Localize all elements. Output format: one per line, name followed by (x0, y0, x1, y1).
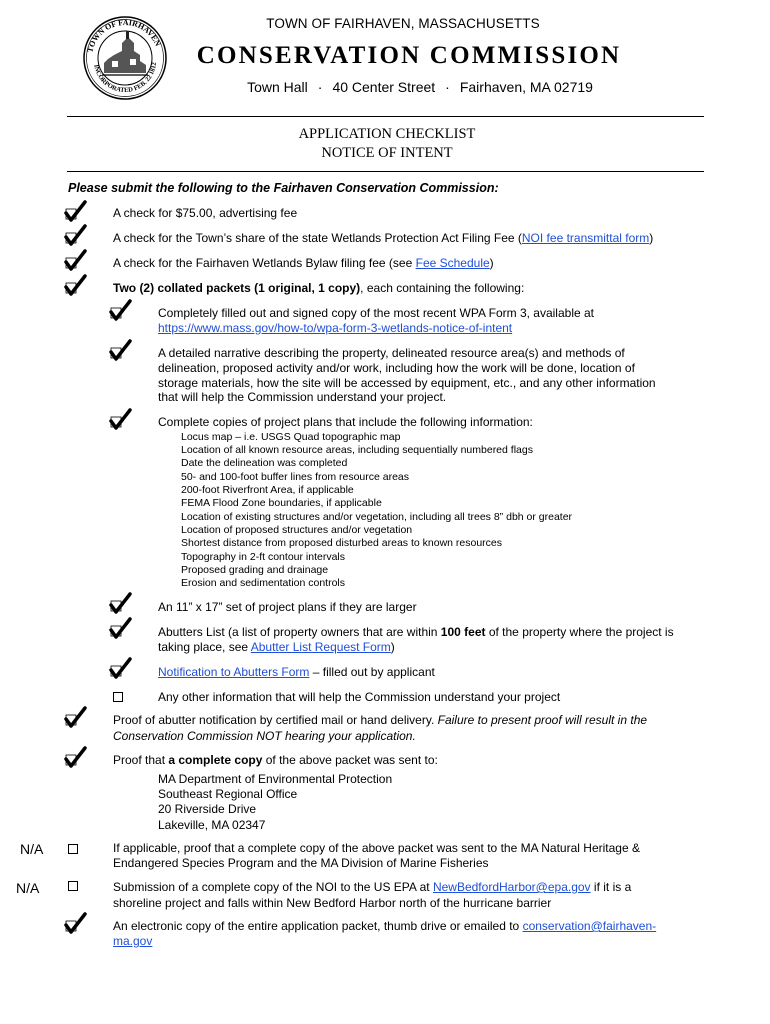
item-text: of the property where the project is (485, 625, 674, 639)
item-notification-form (158, 665, 435, 680)
item-text: if it is a (590, 880, 632, 894)
checkmark-icon (62, 912, 88, 936)
item-text: , each containing the following: (360, 281, 525, 295)
checkmark-icon (107, 617, 133, 641)
town-heading: TOWN OF FAIRHAVEN, MASSACHUSETTS (266, 16, 540, 31)
narrative-line: A detailed narrative describing the property, delineated resource area(s) and methods of (158, 346, 625, 360)
checkmark-icon (107, 408, 133, 432)
list-item: Proposed grading and drainage (181, 564, 329, 576)
item-text: of the above packet was sent to: (262, 753, 438, 767)
narrative-line: delineation, proposed activity and/or work, including how the work will be done, location of (158, 361, 635, 375)
na-label: N/A (20, 841, 44, 857)
notification-to-abutters-link[interactable]: Notification to Abutters Form (158, 665, 310, 679)
item-text: Abutters List (a list of property owners that are within (158, 625, 441, 639)
item-text: Proof that (113, 753, 169, 767)
item-nhesp-line2: Endangered Species Program and the MA Division of Marine Fisheries (113, 856, 489, 870)
item-abutters-list (158, 625, 674, 640)
checkmark-icon (107, 299, 133, 323)
header-divider (67, 116, 704, 117)
item-advertising-fee: A check for $75.00, advertising fee (113, 206, 298, 220)
checkmark-icon (107, 657, 133, 681)
checkmark-icon (107, 592, 133, 616)
item-text: ) (649, 231, 654, 245)
unchecked-checkbox[interactable] (68, 844, 78, 854)
narrative-line: storage materials, how the site will be accessed by equipment, etc., and any other information (158, 376, 656, 390)
list-item: 50- and 100-foot buffer lines from resource areas (181, 471, 410, 483)
title-divider (67, 171, 704, 172)
item-text-bold: a complete copy (168, 753, 263, 767)
address-building: Town Hall (247, 79, 308, 95)
address-line (0, 79, 770, 95)
address-street: 40 Center Street (332, 79, 436, 95)
item-proof-abutter-line2 (113, 729, 416, 744)
address-line: Southeast Regional Office (158, 787, 298, 801)
fee-schedule-link[interactable]: Fee Schedule (415, 256, 490, 270)
address-line: MA Department of Environmental Protection (158, 772, 393, 786)
commission-heading: CONSERVATION COMMISSION (196, 42, 622, 69)
checkmark-icon (107, 339, 133, 363)
list-item: Topography in 2-ft contour intervals (181, 551, 346, 563)
item-text: taking place, see (158, 640, 251, 654)
list-item: Shortest distance from proposed disturbed areas to known resources (181, 537, 503, 549)
narrative-line: that will help the Commission understand your project. (158, 390, 447, 404)
wpa-form-link[interactable]: https://www.mass.gov/how-to/wpa-form-3-wetlands-notice-of-intent (158, 321, 513, 335)
item-proof-abutter (113, 713, 647, 728)
item-text: Proof of abutter notification by certified mail or hand delivery. (113, 713, 438, 727)
checkmark-icon (62, 249, 88, 273)
item-epa (113, 880, 631, 895)
list-item: Location of existing structures and/or vegetation, including all trees 8” dbh or greater (181, 511, 573, 523)
list-item: Locus map – i.e. USGS Quad topographic map (181, 431, 401, 443)
item-bylaw-fee (113, 256, 494, 271)
item-text-bold: Two (2) collated packets (1 original, 1 copy) (113, 281, 361, 295)
noi-fee-transmittal-link[interactable]: NOI fee transmittal form (521, 231, 650, 245)
conservation-email-link-cont[interactable]: ma.gov (113, 934, 153, 948)
list-item: Location of proposed structures and/or vegetation (181, 524, 413, 536)
svg-text:INCORPORATED FEB. 22 1812: INCORPORATED FEB. 22 1812 (92, 62, 158, 95)
list-item: FEMA Flood Zone boundaries, if applicable (181, 497, 382, 509)
address-line: Lakeville, MA 02347 (158, 818, 266, 832)
document-title: APPLICATION CHECKLIST (298, 126, 476, 142)
address-separator: · (317, 79, 323, 95)
list-item: Location of all known resource areas, including sequentially numbered flags (181, 444, 533, 456)
checkmark-icon (62, 200, 88, 224)
item-text: ) (489, 256, 494, 270)
item-state-filing-fee (113, 231, 653, 246)
unchecked-checkbox[interactable] (68, 881, 78, 891)
item-abutters-list-line2 (158, 640, 395, 655)
address-city: Fairhaven, MA 02719 (459, 79, 593, 95)
item-epa-line2: shoreline project and falls within New Bedford Harbor north of the hurricane barrier (113, 896, 552, 910)
checkmark-icon (62, 746, 88, 770)
item-collated-packets (113, 281, 524, 296)
item-text: Submission of a complete copy of the NOI to the US EPA at (113, 880, 433, 894)
na-label: N/A (16, 880, 40, 896)
item-text-italic: Failure to present proof will result in the (437, 713, 648, 727)
checkmark-icon (62, 706, 88, 730)
item-text: A check for the Fairhaven Wetlands Bylaw filing fee (see (113, 256, 416, 270)
document-subtitle: NOTICE OF INTENT (321, 145, 453, 161)
item-text: An electronic copy of the entire application packet, thumb drive or emailed to (113, 919, 523, 933)
svg-text:TOWN OF FAIRHAVEN: TOWN OF FAIRHAVEN (85, 17, 163, 54)
item-project-plans: Complete copies of project plans that include the following information: (158, 415, 533, 429)
address-line: 20 Riverside Drive (158, 802, 257, 816)
list-item: Erosion and sedimentation controls (181, 577, 346, 589)
item-text: – filled out by applicant (309, 665, 435, 679)
address-separator: · (445, 79, 450, 95)
item-electronic-copy (113, 919, 656, 934)
checkmark-icon (62, 274, 88, 298)
list-item: Date the delineation was completed (181, 457, 348, 469)
item-text-italic: Conservation Commission NOT hearing your application. (113, 729, 416, 743)
item-text: ) (390, 640, 395, 654)
intro-text: Please submit the following to the Fairhaven Conservation Commission: (68, 181, 499, 195)
item-nhesp-line1: If applicable, proof that a complete copy of the above packet was sent to the MA Natural Heritage & (113, 841, 640, 855)
item-large-plans: An 11” x 17” set of project plans if they are larger (158, 600, 417, 614)
checkmark-icon (62, 224, 88, 248)
item-other-info: Any other information that will help the Commission understand your project (158, 690, 561, 704)
unchecked-checkbox[interactable] (113, 692, 123, 702)
item-wpa-form: Completely filled out and signed copy of the most recent WPA Form 3, available at (158, 306, 594, 320)
item-text-bold: 100 feet (440, 625, 486, 639)
item-proof-copy (113, 753, 438, 768)
item-text: A check for the Town’s share of the state Wetlands Protection Act Filing Fee ( (113, 231, 522, 245)
conservation-email-link[interactable]: conservation@fairhaven- (522, 919, 657, 933)
list-item: 200-foot Riverfront Area, if applicable (181, 484, 354, 496)
epa-email-link[interactable]: NewBedfordHarbor@epa.gov (432, 880, 591, 894)
abutter-list-request-link[interactable]: Abutter List Request Form (250, 640, 391, 654)
